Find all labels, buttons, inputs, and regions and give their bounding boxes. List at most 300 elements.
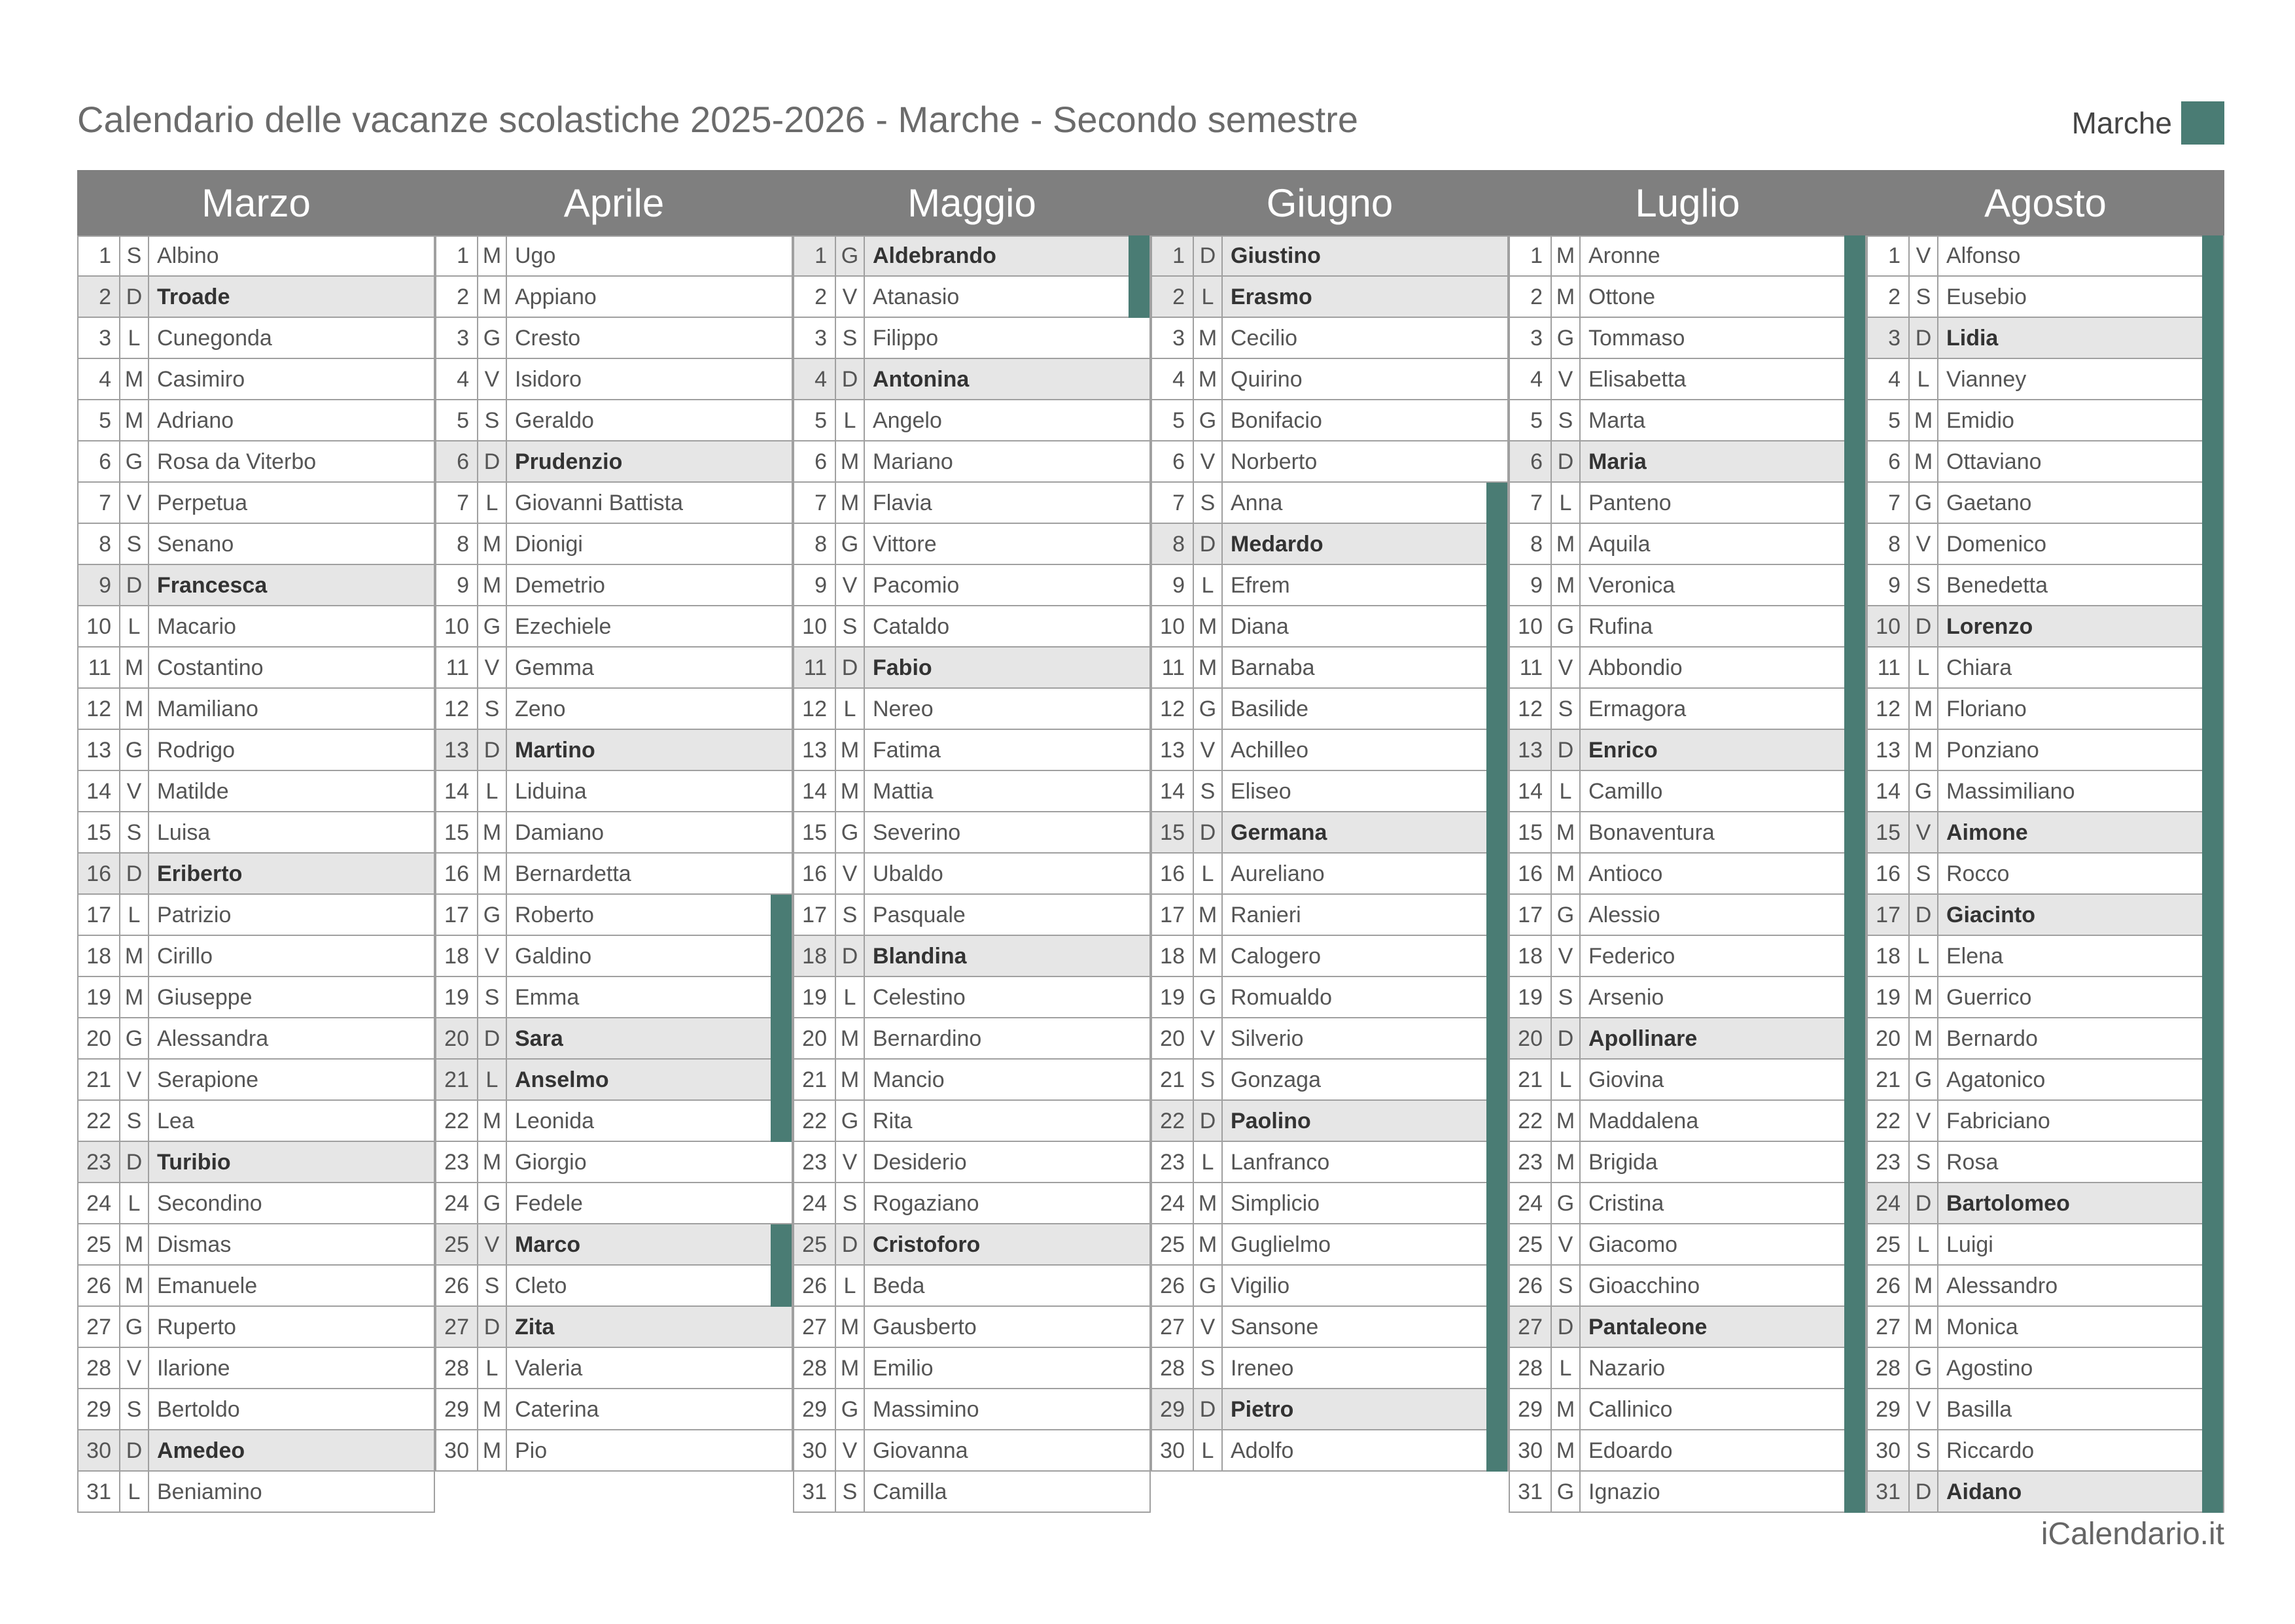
day-number: 28 <box>1866 1348 1910 1389</box>
saint-name: Bonifacio <box>1231 408 1322 433</box>
weekday-letter: D <box>120 1430 149 1472</box>
vacation-marker <box>1486 1348 1507 1389</box>
vacation-marker <box>1486 689 1507 730</box>
saint-name: Federico <box>1588 944 1675 969</box>
weekday-letter: D <box>120 1142 149 1183</box>
weekday-letter: D <box>1552 1307 1581 1348</box>
day-number: 18 <box>1866 936 1910 977</box>
day-row <box>1151 689 1509 730</box>
vacation-marker <box>1486 977 1507 1018</box>
weekday-letter: D <box>1910 1183 1938 1224</box>
day-number: 24 <box>435 1183 478 1224</box>
weekday-letter: M <box>1552 277 1581 318</box>
vacation-marker <box>2202 277 2223 318</box>
day-row <box>77 977 435 1018</box>
day-number: 16 <box>1866 854 1910 895</box>
day-number: 14 <box>793 771 836 812</box>
day-number: 26 <box>77 1266 120 1307</box>
day-number: 17 <box>1866 895 1910 936</box>
weekday-letter: M <box>1910 1266 1938 1307</box>
weekday-letter: M <box>1910 441 1938 483</box>
vacation-marker <box>2202 441 2223 483</box>
day-number: 22 <box>1509 1101 1552 1142</box>
day-row <box>1509 1060 1866 1101</box>
day-number: 6 <box>1509 441 1552 483</box>
saint-name: Matilde <box>157 779 229 804</box>
day-number: 17 <box>1151 895 1194 936</box>
weekday-letter: G <box>1194 400 1223 441</box>
day-number: 5 <box>1509 400 1552 441</box>
day-row <box>1509 812 1866 854</box>
saint-name: Gemma <box>515 655 594 680</box>
weekday-letter: G <box>836 235 865 277</box>
day-row <box>793 1224 1151 1266</box>
weekday-letter: L <box>120 606 149 648</box>
saint-name: Cristoforo <box>873 1232 981 1257</box>
day-number: 12 <box>793 689 836 730</box>
saint-name: Alessio <box>1588 903 1660 927</box>
day-number: 21 <box>793 1060 836 1101</box>
saint-name: Basilide <box>1231 697 1309 721</box>
weekday-letter: M <box>1194 895 1223 936</box>
vacation-marker <box>2202 524 2223 565</box>
day-number: 3 <box>1151 318 1194 359</box>
day-row <box>77 854 435 895</box>
day-number: 5 <box>77 400 120 441</box>
vacation-marker <box>1844 1101 1865 1142</box>
saint-name: Pietro <box>1231 1397 1294 1422</box>
saint-name: Rita <box>873 1109 913 1133</box>
saint-name: Ignazio <box>1588 1479 1660 1504</box>
vacation-marker <box>1844 854 1865 895</box>
day-row <box>435 318 793 359</box>
vacation-marker <box>2202 1101 2223 1142</box>
vacation-marker <box>1844 606 1865 648</box>
month-column-agosto <box>1866 170 2224 1513</box>
day-row <box>1509 1101 1866 1142</box>
day-number: 30 <box>435 1430 478 1472</box>
day-number: 10 <box>1151 606 1194 648</box>
weekday-letter: L <box>478 1348 507 1389</box>
saint-name: Rodrigo <box>157 738 236 763</box>
day-number: 26 <box>1866 1266 1910 1307</box>
weekday-letter: S <box>1910 565 1938 606</box>
day-row <box>793 977 1151 1018</box>
weekday-letter: L <box>1910 359 1938 400</box>
day-row <box>1509 400 1866 441</box>
saint-name: Rufina <box>1588 614 1653 639</box>
weekday-letter: D <box>1552 1018 1581 1060</box>
weekday-letter: D <box>1910 318 1938 359</box>
day-number: 13 <box>1866 730 1910 771</box>
day-number: 12 <box>1509 689 1552 730</box>
weekday-letter: M <box>1194 318 1223 359</box>
weekday-letter: M <box>1910 689 1938 730</box>
day-row <box>1509 854 1866 895</box>
weekday-letter: M <box>120 1266 149 1307</box>
day-number: 2 <box>793 277 836 318</box>
day-number: 2 <box>435 277 478 318</box>
saint-name: Domenico <box>1946 532 2047 557</box>
weekday-letter: M <box>1552 1142 1581 1183</box>
saint-name: Cresto <box>515 326 581 351</box>
weekday-letter: G <box>120 730 149 771</box>
day-row <box>77 1472 435 1513</box>
vacation-marker <box>1844 235 1865 277</box>
weekday-letter: S <box>836 318 865 359</box>
weekday-letter: V <box>478 359 507 400</box>
saint-name: Dismas <box>157 1232 232 1257</box>
saint-name: Aimone <box>1946 820 2028 845</box>
weekday-letter: M <box>836 730 865 771</box>
day-number: 8 <box>435 524 478 565</box>
weekday-letter: D <box>836 936 865 977</box>
day-row <box>435 359 793 400</box>
vacation-marker <box>1486 812 1507 854</box>
day-number: 8 <box>1866 524 1910 565</box>
day-row <box>1509 936 1866 977</box>
day-number: 7 <box>77 483 120 524</box>
day-row <box>1151 771 1509 812</box>
vacation-marker <box>1844 277 1865 318</box>
vacation-marker <box>1486 606 1507 648</box>
saint-name: Guerrico <box>1946 985 2032 1010</box>
day-number: 4 <box>793 359 836 400</box>
weekday-letter: L <box>478 771 507 812</box>
month-header: Maggio <box>793 170 1151 235</box>
vacation-marker <box>1486 1018 1507 1060</box>
saint-name: Basilla <box>1946 1397 2012 1422</box>
saint-name: Mamiliano <box>157 697 258 721</box>
day-number: 26 <box>435 1266 478 1307</box>
day-row <box>1151 400 1509 441</box>
day-number: 22 <box>1866 1101 1910 1142</box>
day-row <box>1151 606 1509 648</box>
weekday-letter: M <box>478 1430 507 1472</box>
saint-name: Troade <box>157 285 230 309</box>
day-row <box>1151 1348 1509 1389</box>
weekday-letter: G <box>1910 771 1938 812</box>
weekday-letter: G <box>1194 1266 1223 1307</box>
saint-name: Secondino <box>157 1191 262 1216</box>
day-number: 30 <box>793 1430 836 1472</box>
weekday-letter: M <box>478 1142 507 1183</box>
weekday-letter: D <box>120 277 149 318</box>
weekday-letter: D <box>836 648 865 689</box>
weekday-letter: G <box>1552 318 1581 359</box>
weekday-letter: G <box>836 524 865 565</box>
saint-name: Vianney <box>1946 367 2027 392</box>
day-row <box>1509 441 1866 483</box>
day-number: 5 <box>435 400 478 441</box>
saint-name: Damiano <box>515 820 604 845</box>
vacation-marker <box>1844 524 1865 565</box>
day-row <box>1509 1266 1866 1307</box>
day-number: 17 <box>77 895 120 936</box>
day-row <box>793 1472 1151 1513</box>
weekday-letter: L <box>836 1266 865 1307</box>
saint-name: Giovanni Battista <box>515 491 684 515</box>
saint-name: Martino <box>515 738 595 763</box>
saint-name: Cleto <box>515 1273 567 1298</box>
day-number: 12 <box>1151 689 1194 730</box>
vacation-marker <box>1486 936 1507 977</box>
weekday-letter: G <box>1552 895 1581 936</box>
vacation-marker <box>2202 1060 2223 1101</box>
day-row <box>1509 1018 1866 1060</box>
day-number: 30 <box>1866 1430 1910 1472</box>
weekday-letter: G <box>1194 689 1223 730</box>
weekday-letter: M <box>1552 565 1581 606</box>
day-row <box>793 359 1151 400</box>
weekday-letter: L <box>1552 483 1581 524</box>
vacation-marker <box>1844 1430 1865 1472</box>
weekday-letter: V <box>836 277 865 318</box>
weekday-letter: G <box>120 1307 149 1348</box>
day-number: 31 <box>77 1472 120 1513</box>
saint-name: Costantino <box>157 655 264 680</box>
day-row <box>1509 1348 1866 1389</box>
saint-name: Pio <box>515 1438 548 1463</box>
saint-name: Maria <box>1588 449 1647 474</box>
day-row <box>793 689 1151 730</box>
day-row <box>77 1018 435 1060</box>
saint-name: Eriberto <box>157 861 243 886</box>
saint-name: Germana <box>1231 820 1327 845</box>
weekday-letter: L <box>1194 1430 1223 1472</box>
saint-name: Leonida <box>515 1109 595 1133</box>
weekday-letter: D <box>1194 1389 1223 1430</box>
saint-name: Caterina <box>515 1397 599 1422</box>
vacation-marker <box>1486 524 1507 565</box>
day-row <box>435 771 793 812</box>
weekday-letter: G <box>120 441 149 483</box>
weekday-letter: S <box>836 606 865 648</box>
weekday-letter: V <box>1552 936 1581 977</box>
saint-name: Brigida <box>1588 1150 1658 1175</box>
saint-name: Anna <box>1231 491 1283 515</box>
day-row <box>1866 1348 2224 1389</box>
day-number: 21 <box>1151 1060 1194 1101</box>
weekday-letter: L <box>1194 565 1223 606</box>
weekday-letter: V <box>120 1060 149 1101</box>
saint-name: Celestino <box>873 985 966 1010</box>
saint-name: Callinico <box>1588 1397 1673 1422</box>
day-row <box>77 524 435 565</box>
day-number: 26 <box>1151 1266 1194 1307</box>
day-row <box>77 606 435 648</box>
saint-name: Appiano <box>515 285 597 309</box>
day-number: 18 <box>1151 936 1194 977</box>
day-row <box>1866 565 2224 606</box>
saint-name: Ilarione <box>157 1356 230 1381</box>
vacation-marker <box>2202 1266 2223 1307</box>
day-row <box>435 854 793 895</box>
saint-name: Bernardetta <box>515 861 631 886</box>
day-row <box>1509 524 1866 565</box>
saint-name: Blandina <box>873 944 967 969</box>
saint-name: Simplicio <box>1231 1191 1320 1216</box>
day-row <box>793 1101 1151 1142</box>
day-number: 7 <box>793 483 836 524</box>
weekday-letter: M <box>120 359 149 400</box>
saint-name: Monica <box>1946 1315 2018 1339</box>
saint-name: Agatonico <box>1946 1067 2046 1092</box>
weekday-letter: L <box>1910 648 1938 689</box>
day-number: 23 <box>1151 1142 1194 1183</box>
day-number: 11 <box>1151 648 1194 689</box>
day-number: 23 <box>77 1142 120 1183</box>
weekday-letter: S <box>836 1472 865 1513</box>
weekday-letter: V <box>836 1430 865 1472</box>
saint-name: Galdino <box>515 944 592 969</box>
day-number: 23 <box>435 1142 478 1183</box>
saint-name: Fatima <box>873 738 941 763</box>
saint-name: Veronica <box>1588 573 1675 598</box>
weekday-letter: S <box>1194 483 1223 524</box>
vacation-marker <box>1486 895 1507 936</box>
day-row <box>435 1183 793 1224</box>
day-number: 5 <box>793 400 836 441</box>
day-row <box>435 812 793 854</box>
weekday-letter: S <box>836 1183 865 1224</box>
day-row <box>1509 318 1866 359</box>
day-row <box>793 441 1151 483</box>
weekday-letter: S <box>1910 1430 1938 1472</box>
day-number: 21 <box>1866 1060 1910 1101</box>
day-number: 13 <box>435 730 478 771</box>
day-row <box>77 1307 435 1348</box>
day-row <box>435 565 793 606</box>
weekday-letter: M <box>836 483 865 524</box>
saint-name: Quirino <box>1231 367 1303 392</box>
day-row <box>1866 524 2224 565</box>
day-row <box>1866 1224 2224 1266</box>
day-number: 1 <box>1151 235 1194 277</box>
saint-name: Nazario <box>1588 1356 1666 1381</box>
day-number: 22 <box>793 1101 836 1142</box>
day-row <box>793 936 1151 977</box>
weekday-letter: S <box>1910 277 1938 318</box>
day-row <box>1151 854 1509 895</box>
month-header: Luglio <box>1509 170 1866 235</box>
day-number: 18 <box>77 936 120 977</box>
day-number: 1 <box>435 235 478 277</box>
saint-name: Elisabetta <box>1588 367 1687 392</box>
vacation-marker <box>2202 1224 2223 1266</box>
vacation-marker <box>771 1018 792 1060</box>
day-number: 3 <box>77 318 120 359</box>
day-row <box>1866 318 2224 359</box>
weekday-letter: M <box>1194 648 1223 689</box>
day-number: 19 <box>435 977 478 1018</box>
saint-name: Alessandra <box>157 1026 269 1051</box>
day-number: 11 <box>793 648 836 689</box>
day-number: 5 <box>1151 400 1194 441</box>
weekday-letter: D <box>120 854 149 895</box>
saint-name: Lorenzo <box>1946 614 2033 639</box>
saint-name: Rocco <box>1946 861 2010 886</box>
vacation-marker <box>1486 1389 1507 1430</box>
saint-name: Adolfo <box>1231 1438 1294 1463</box>
weekday-letter: M <box>1552 812 1581 854</box>
day-row <box>1866 895 2224 936</box>
saint-name: Massimiliano <box>1946 779 2075 804</box>
day-number: 21 <box>435 1060 478 1101</box>
saint-name: Beniamino <box>157 1479 262 1504</box>
saint-name: Camilla <box>873 1479 947 1504</box>
day-row <box>1509 1183 1866 1224</box>
day-number: 10 <box>1509 606 1552 648</box>
day-number: 24 <box>793 1183 836 1224</box>
weekday-letter: M <box>120 936 149 977</box>
saint-name: Casimiro <box>157 367 245 392</box>
day-row <box>435 1101 793 1142</box>
day-row <box>1866 977 2224 1018</box>
day-number: 29 <box>1509 1389 1552 1430</box>
day-row <box>1509 1430 1866 1472</box>
weekday-letter: V <box>1194 730 1223 771</box>
day-number: 15 <box>1866 812 1910 854</box>
day-number: 27 <box>77 1307 120 1348</box>
saint-name: Rogaziano <box>873 1191 979 1216</box>
day-row <box>77 565 435 606</box>
day-number: 11 <box>77 648 120 689</box>
weekday-letter: S <box>1552 689 1581 730</box>
saint-name: Pacomio <box>873 573 960 598</box>
vacation-marker <box>1486 1224 1507 1266</box>
saint-name: Turibio <box>157 1150 231 1175</box>
day-number: 7 <box>1151 483 1194 524</box>
weekday-letter: D <box>836 359 865 400</box>
day-number: 20 <box>793 1018 836 1060</box>
weekday-letter: S <box>120 524 149 565</box>
saint-name: Ponziano <box>1946 738 2039 763</box>
day-row <box>77 730 435 771</box>
saint-name: Ireneo <box>1231 1356 1294 1381</box>
saint-name: Arsenio <box>1588 985 1664 1010</box>
day-row <box>1866 1472 2224 1513</box>
weekday-letter: G <box>1910 1060 1938 1101</box>
day-number: 13 <box>1151 730 1194 771</box>
day-row <box>435 1018 793 1060</box>
day-row <box>77 812 435 854</box>
day-row <box>1866 1183 2224 1224</box>
saint-name: Massimino <box>873 1397 979 1422</box>
legend-label: Marche <box>2071 106 2172 140</box>
weekday-letter: M <box>1552 235 1581 277</box>
day-number: 3 <box>793 318 836 359</box>
vacation-marker <box>771 895 792 936</box>
day-row <box>1509 565 1866 606</box>
day-row <box>435 689 793 730</box>
saint-name: Gonzaga <box>1231 1067 1321 1092</box>
day-number: 8 <box>1151 524 1194 565</box>
day-row <box>435 730 793 771</box>
vacation-marker <box>2202 1307 2223 1348</box>
day-row <box>793 1018 1151 1060</box>
vacation-marker <box>1486 1101 1507 1142</box>
saint-name: Vigilio <box>1231 1273 1290 1298</box>
day-number: 6 <box>793 441 836 483</box>
day-number: 13 <box>793 730 836 771</box>
day-row <box>1866 1101 2224 1142</box>
day-number: 16 <box>1151 854 1194 895</box>
day-number: 17 <box>435 895 478 936</box>
day-number: 21 <box>77 1060 120 1101</box>
day-number: 25 <box>435 1224 478 1266</box>
weekday-letter: V <box>1194 1018 1223 1060</box>
